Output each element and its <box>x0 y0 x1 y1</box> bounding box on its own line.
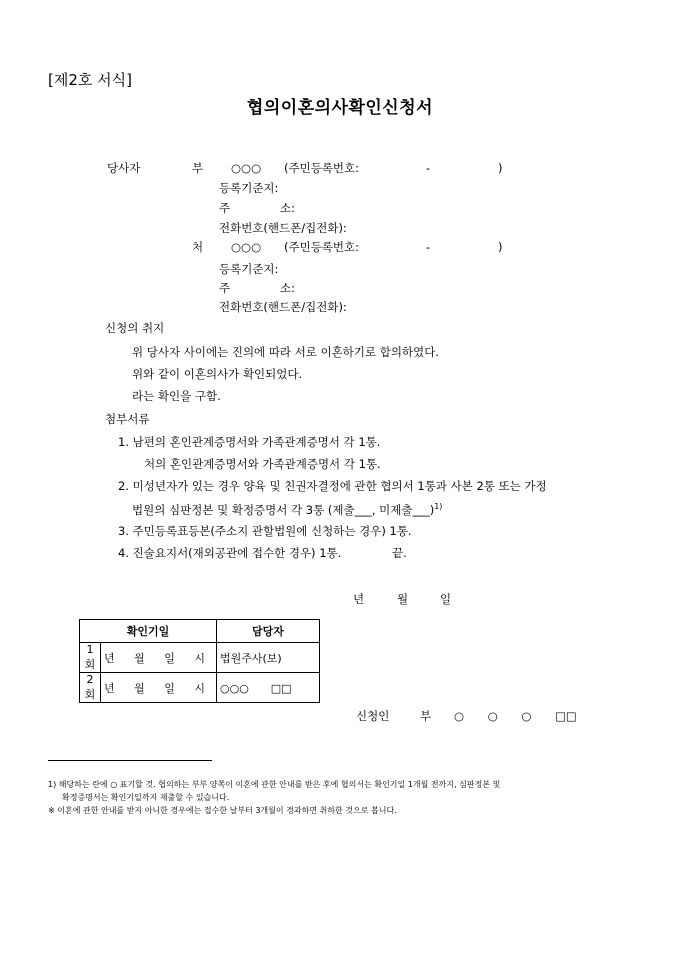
date-year: 년 <box>353 592 365 606</box>
header-officer: 담당자 <box>217 620 320 643</box>
parties-label: 당사자 <box>107 161 141 175</box>
date-month: 월 <box>397 592 409 606</box>
wife-address-label-a: 주 <box>219 281 231 295</box>
wife-name: ○○○ <box>231 240 262 254</box>
attachment-item-1: 1. 남편의 혼인관계증명서와 가족관계증명서 각 1통. <box>118 435 381 449</box>
attachment-item-2b <box>132 503 442 516</box>
husband-id-close: ) <box>498 161 503 175</box>
husband-name: ○○○ <box>231 161 262 175</box>
round-cell: 2회 <box>80 673 101 703</box>
applicant-label: 신청인 <box>356 709 390 723</box>
attachment-item-1b: 처의 혼인관계증명서와 가족관계증명서 각 1통. <box>144 457 381 471</box>
confirmation-table <box>79 619 320 703</box>
date-cell: 년 월 일 시 <box>101 643 217 673</box>
form-number: [제2호 서식] <box>48 71 132 89</box>
wife-address-label-b: 소: <box>280 281 295 295</box>
husband-id-label: (주민등록번호: <box>284 161 360 175</box>
date-cell: 년 월 일 시 <box>101 673 217 703</box>
husband-id-dash: - <box>426 161 431 175</box>
table-row <box>80 673 320 703</box>
husband-registry-label: 등록기준지: <box>219 181 279 195</box>
officer-cell: 법원주사(보) <box>217 643 320 673</box>
table-row <box>80 643 320 673</box>
husband-address-label-b: 소: <box>280 201 295 215</box>
footnote-ref: 1) <box>434 502 443 511</box>
applicant-name: ○ ○ ○ □□ <box>454 709 577 723</box>
end-mark: 끝. <box>392 546 407 560</box>
husband-phone-label: 전화번호(핸드폰/집전화): <box>219 221 347 235</box>
husband-address-label-a: 주 <box>219 201 231 215</box>
wife-role: 처 <box>192 240 204 254</box>
officer-cell: ○○○ □□ <box>217 673 320 703</box>
footnote-2: ※ 이혼에 관한 안내를 받지 아니한 경우에는 접수한 날부터 3개월이 경과하면 취하한 것으로 봅니다. <box>48 806 397 815</box>
document-title: 협의이혼의사확인신청서 <box>246 98 434 118</box>
round-cell: 1회 <box>80 643 101 673</box>
purpose-heading: 신청의 취지 <box>105 321 165 335</box>
attachment-item-4: 4. 진술요지서(재외공관에 접수한 경우) 1통. <box>118 546 342 560</box>
attachment-item-3: 3. 주민등록표등본(주소지 관할법원에 신청하는 경우) 1통. <box>118 524 412 538</box>
wife-id-label: (주민등록번호: <box>284 240 360 254</box>
wife-id-dash: - <box>426 240 431 254</box>
wife-id-close: ) <box>498 240 503 254</box>
husband-role: 부 <box>192 161 204 175</box>
date-day: 일 <box>440 592 452 606</box>
footnote-1b: 확정증명서는 확인기일까지 제출할 수 있습니다. <box>62 793 230 802</box>
wife-registry-label: 등록기준지: <box>219 262 279 276</box>
purpose-line-1: 위 당사자 사이에는 진의에 따라 서로 이혼하기로 합의하였다. <box>132 345 439 359</box>
purpose-line-3: 라는 확인을 구함. <box>132 389 221 403</box>
applicant-role: 부 <box>420 709 432 723</box>
table-header-row <box>80 620 320 643</box>
attachments-heading: 첨부서류 <box>105 412 150 426</box>
footnote-1: 1) 해당하는 란에 ○ 표기할 것. 협의하는 부부 양쪽이 이혼에 관한 안내를 받은 후에 협의서는 확인기일 1개월 전까지, 심판정본 및 <box>48 780 501 789</box>
wife-phone-label: 전화번호(핸드폰/집전화): <box>219 300 347 314</box>
attachment-item-2: 2. 미성년자가 있는 경우 양육 및 친권자결정에 관한 협의서 1통과 사본 2통 또는 가정 <box>118 479 547 493</box>
attachment-item-2b-text: 법원의 심판정본 및 확정증명서 각 3통 (제출___, 미제출___) <box>132 502 435 517</box>
header-date: 확인기일 <box>80 620 217 643</box>
footnote-divider <box>48 760 212 761</box>
purpose-line-2: 위와 같이 이혼의사가 확인되었다. <box>132 367 303 381</box>
